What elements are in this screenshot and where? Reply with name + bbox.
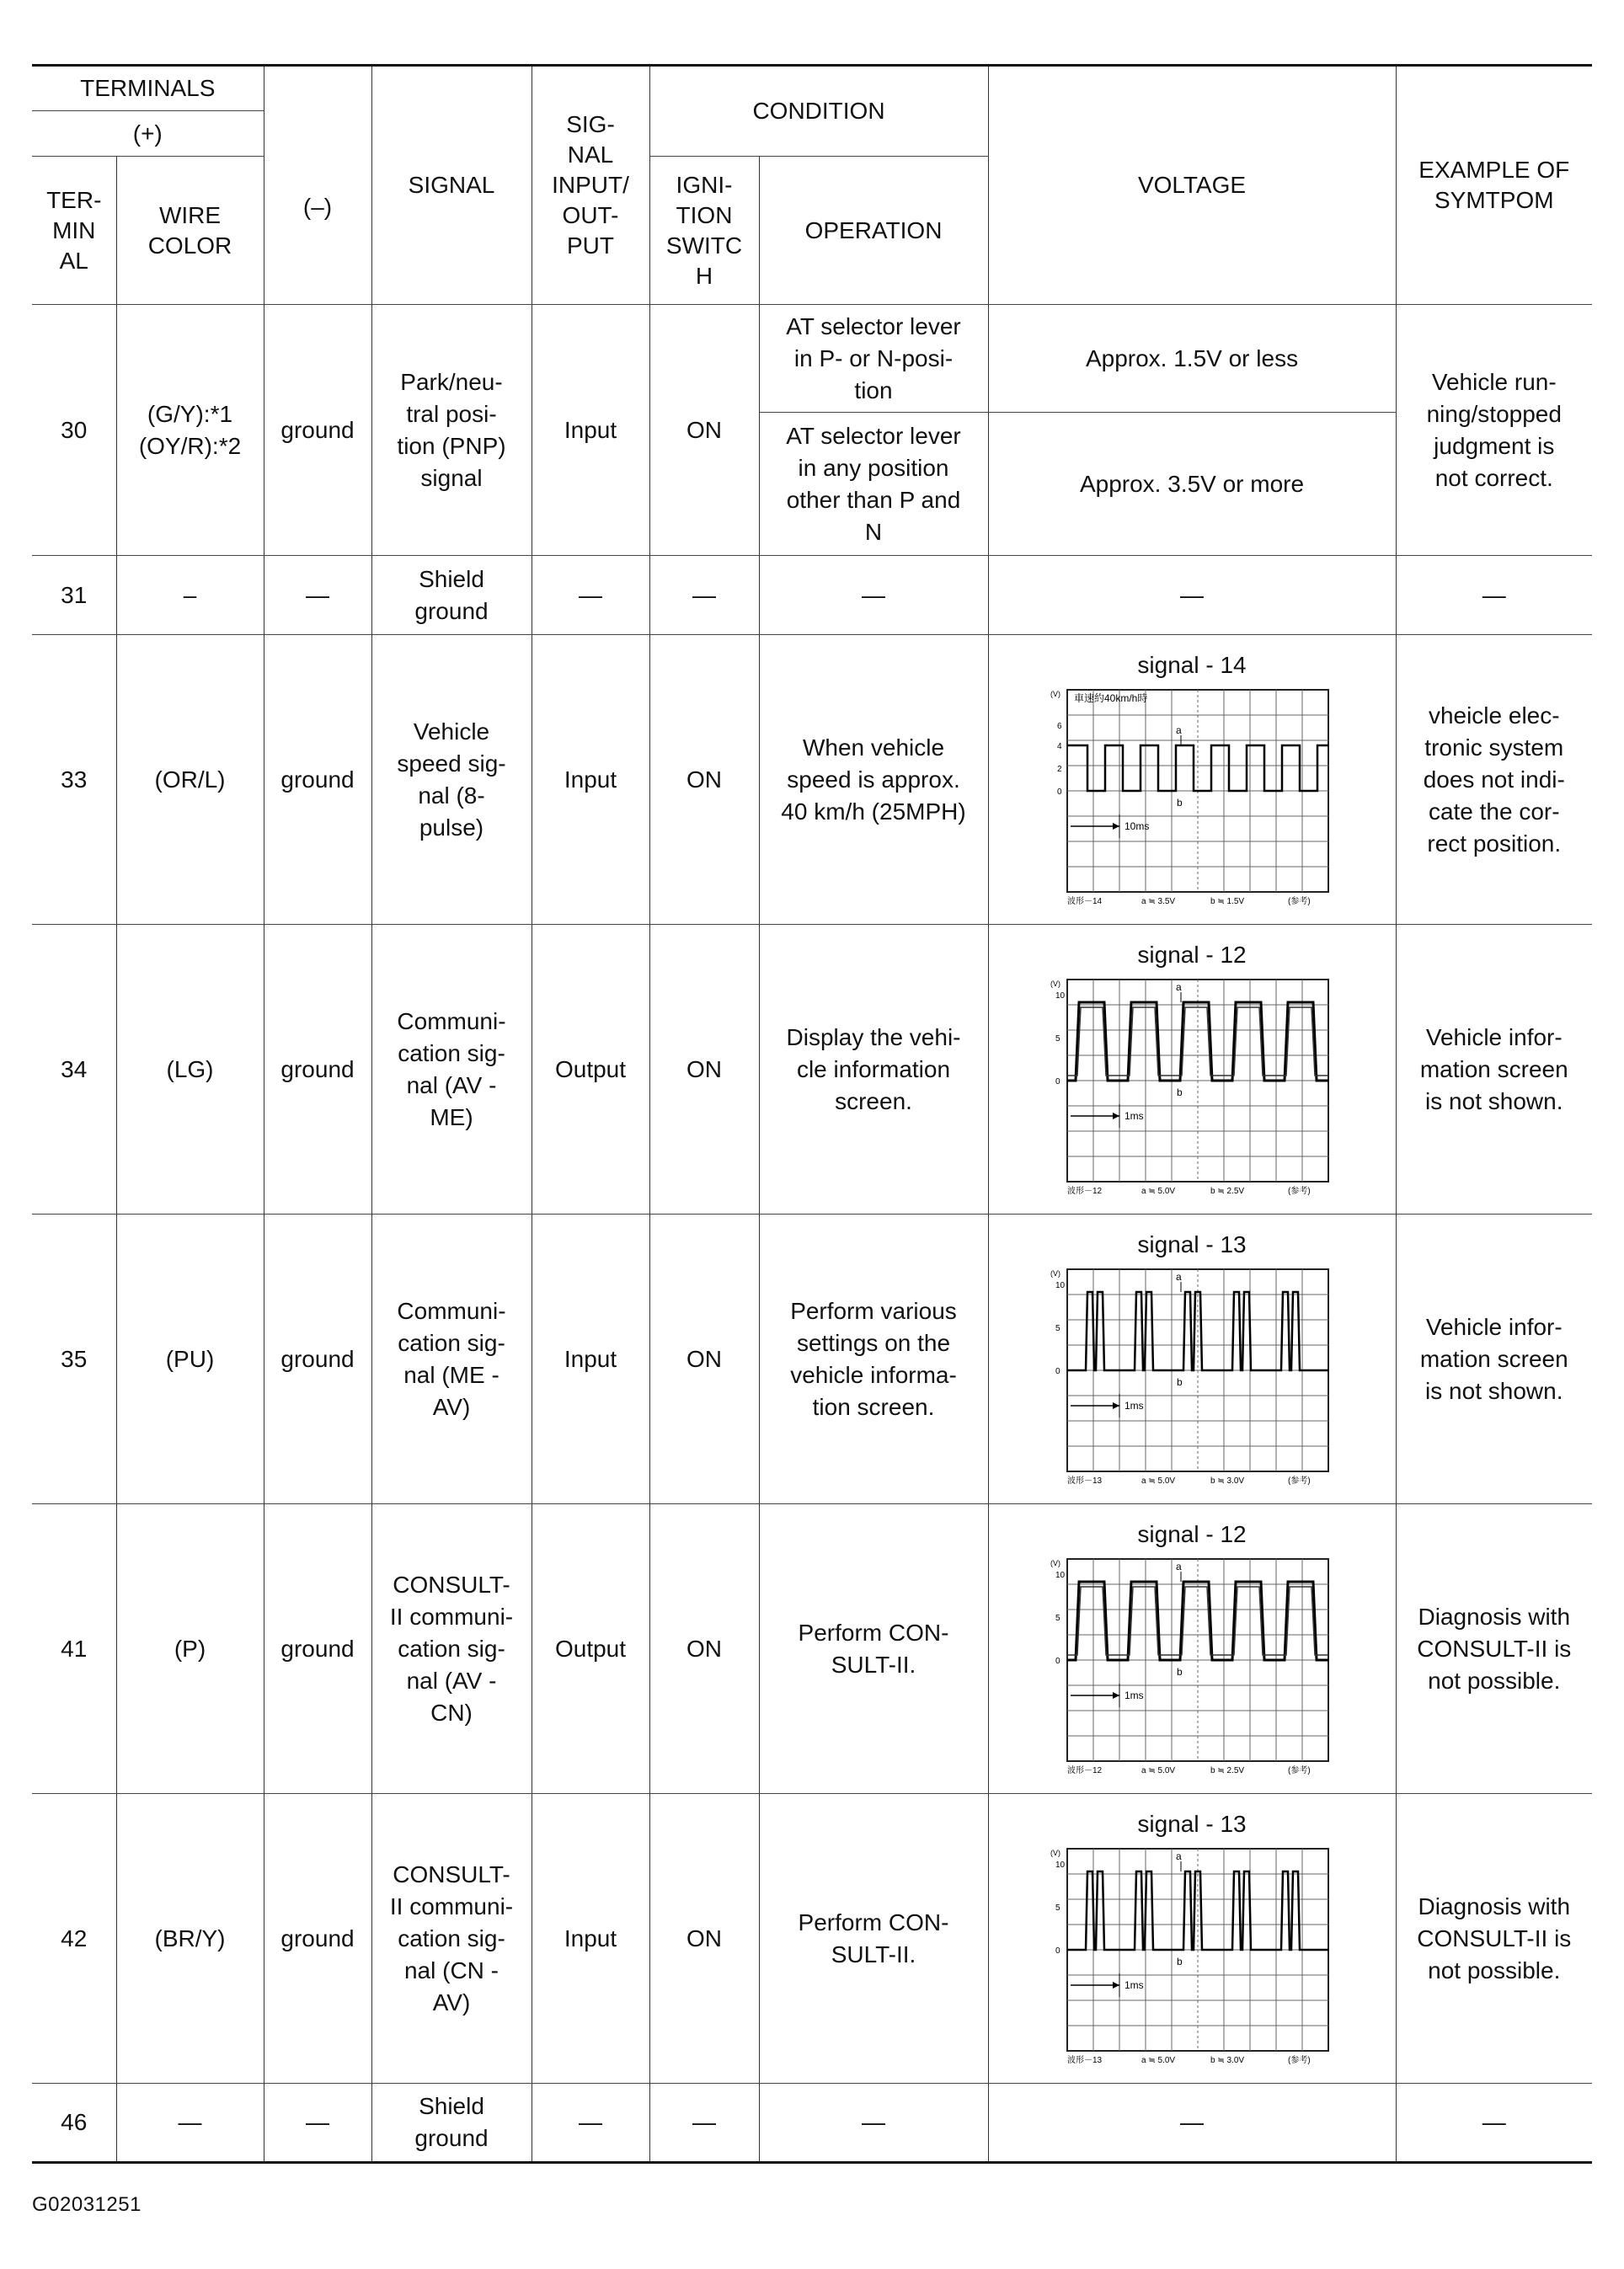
- time-scale-label: 1ms: [1125, 1978, 1144, 1991]
- time-scale-label: 1ms: [1125, 1689, 1144, 1701]
- ignition-switch: —: [649, 556, 759, 635]
- oscilloscope-waveform: [1049, 973, 1335, 1199]
- operation: Display the vehi- cle information screen.: [759, 925, 988, 1215]
- voltage-waveform: [988, 1504, 1396, 1794]
- waveform-level-b: b ≒ 3.0V: [1210, 1476, 1245, 1486]
- level-label: 5: [1055, 1903, 1060, 1913]
- level-label: 0: [1055, 1366, 1060, 1376]
- voltage: —: [988, 2084, 1396, 2163]
- unit-label: (V): [1050, 689, 1061, 698]
- wire-color: (G/Y):*1 (OY/R):*2: [116, 305, 264, 556]
- minus-terminal: ground: [264, 1215, 371, 1504]
- example-symptom: —: [1396, 556, 1592, 635]
- level-label: 0: [1057, 787, 1062, 797]
- table-row: [32, 305, 1592, 413]
- level-label: 2: [1057, 764, 1062, 774]
- oscilloscope-waveform: [1049, 1263, 1335, 1488]
- waveform-id: 波形－12: [1067, 1186, 1103, 1196]
- level-label: 0: [1055, 1946, 1060, 1956]
- marker-a: a: [1176, 1850, 1182, 1862]
- waveform-level-a: a ≒ 5.0V: [1141, 1186, 1176, 1196]
- oscilloscope-waveform: [1049, 683, 1335, 909]
- waveform-reference: (参考): [1288, 1765, 1311, 1775]
- waveform-id: 波形－13: [1067, 1476, 1103, 1486]
- table-row: [32, 1215, 1592, 1504]
- ignition-switch: ON: [649, 925, 759, 1215]
- time-scale-label: 1ms: [1125, 1399, 1144, 1412]
- waveform-id: 波形－14: [1067, 896, 1103, 906]
- signal-name: CONSULT- II communi- cation sig- nal (AV - CN): [371, 1504, 532, 1794]
- voltage-waveform: [988, 1794, 1396, 2084]
- example-symptom: vheicle elec- tronic system does not indi- cate the cor- rect position.: [1396, 635, 1592, 925]
- signal-io: Input: [532, 1794, 649, 2084]
- time-scale-label: 1ms: [1125, 1109, 1144, 1122]
- marker-a: a: [1176, 1270, 1182, 1283]
- wire-color: (LG): [116, 925, 264, 1215]
- example-symptom: Vehicle infor- mation screen is not shown.: [1396, 1215, 1592, 1504]
- level-label: 10: [1055, 1280, 1066, 1290]
- level-label: 0: [1055, 1076, 1060, 1086]
- header-blank: [264, 66, 371, 111]
- waveform-title: signal - 12: [1137, 1520, 1247, 1547]
- level-label: 5: [1055, 1033, 1060, 1044]
- waveform-level-b: b ≒ 3.0V: [1210, 2055, 1245, 2065]
- minus-terminal: —: [264, 2084, 371, 2163]
- waveform-title: signal - 13: [1137, 1810, 1247, 1837]
- operation-header: OPERATION: [759, 157, 988, 305]
- signal-io: Output: [532, 925, 649, 1215]
- minus-terminal: ground: [264, 305, 371, 556]
- voltage-header: VOLTAGE: [988, 66, 1396, 305]
- level-label: 5: [1055, 1613, 1060, 1623]
- level-label: 0: [1055, 1656, 1060, 1666]
- waveform-level-b: b ≒ 1.5V: [1210, 896, 1245, 906]
- waveform-level-a: a ≒ 5.0V: [1141, 1765, 1176, 1775]
- minus-header: (–): [264, 111, 371, 305]
- minus-terminal: ground: [264, 925, 371, 1215]
- wire-color: (OR/L): [116, 635, 264, 925]
- ignition-switch: ON: [649, 1794, 759, 2084]
- voltage-waveform: [988, 925, 1396, 1215]
- wire-color: –: [116, 556, 264, 635]
- terminal-number: 42: [32, 1794, 116, 2084]
- signal-io: Output: [532, 1504, 649, 1794]
- waveform-level-a: a ≒ 5.0V: [1141, 1476, 1176, 1486]
- terminals-header: TERMINALS: [32, 66, 264, 111]
- waveform-title: signal - 13: [1137, 1231, 1247, 1257]
- ignition-switch: ON: [649, 305, 759, 556]
- operation: AT selector lever in P- or N-posi- tion: [759, 305, 988, 413]
- unit-label: (V): [1050, 1268, 1061, 1278]
- signal-name: Park/neu- tral posi- tion (PNP) signal: [371, 305, 532, 556]
- signal-header: SIGNAL: [371, 66, 532, 305]
- ignition-switch: ON: [649, 635, 759, 925]
- waveform-level-b: b ≒ 2.5V: [1210, 1186, 1245, 1196]
- terminal-number: 46: [32, 2084, 116, 2163]
- wire-color: (BR/Y): [116, 1794, 264, 2084]
- signal-io: Input: [532, 635, 649, 925]
- signal-io-header: SIG- NAL INPUT/ OUT- PUT: [532, 66, 649, 305]
- signal-name: CONSULT- II communi- cation sig- nal (CN - AV): [371, 1794, 532, 2084]
- table-row: [32, 1794, 1592, 2084]
- waveform-level-b: b ≒ 2.5V: [1210, 1765, 1245, 1775]
- waveform-level-a: a ≒ 5.0V: [1141, 2055, 1176, 2065]
- marker-b: b: [1177, 1665, 1183, 1678]
- level-label: 6: [1057, 721, 1062, 731]
- operation: Perform CON- SULT-II.: [759, 1504, 988, 1794]
- plus-header: (+): [32, 111, 264, 157]
- minus-terminal: ground: [264, 1794, 371, 2084]
- ignition-switch: ON: [649, 1504, 759, 1794]
- terminal-number: 31: [32, 556, 116, 635]
- terminal-number: 41: [32, 1504, 116, 1794]
- signal-name: Shield ground: [371, 556, 532, 635]
- terminal-number: 33: [32, 635, 116, 925]
- signal-name: Communi- cation sig- nal (ME - AV): [371, 1215, 532, 1504]
- signal-name: Communi- cation sig- nal (AV - ME): [371, 925, 532, 1215]
- voltage-waveform: [988, 1215, 1396, 1504]
- signal-io: —: [532, 556, 649, 635]
- terminal-number: 35: [32, 1215, 116, 1504]
- wire-color: —: [116, 2084, 264, 2163]
- minus-terminal: —: [264, 556, 371, 635]
- voltage: Approx. 3.5V or more: [988, 413, 1396, 556]
- marker-b: b: [1177, 1955, 1183, 1967]
- signal-io: Input: [532, 305, 649, 556]
- time-scale-label: 10ms: [1125, 820, 1150, 832]
- operation: When vehicle speed is approx. 40 km/h (25MPH): [759, 635, 988, 925]
- operation: Perform various settings on the vehicle informa- tion screen.: [759, 1215, 988, 1504]
- operation: —: [759, 2084, 988, 2163]
- table-row: [32, 635, 1592, 925]
- ignition-switch-header: IGNI- TION SWITC H: [649, 157, 759, 305]
- example-symptom: Vehicle run- ning/stopped judgment is not correct.: [1396, 305, 1592, 556]
- waveform-title: signal - 14: [1137, 651, 1247, 678]
- marker-b: b: [1177, 1375, 1183, 1388]
- marker-b: b: [1177, 796, 1183, 809]
- level-label: 4: [1057, 741, 1062, 751]
- level-label: 10: [1055, 1570, 1066, 1580]
- marker-a: a: [1176, 723, 1182, 736]
- signal-io: —: [532, 2084, 649, 2163]
- signal-name: Shield ground: [371, 2084, 532, 2163]
- oscilloscope-waveform: [1049, 1552, 1335, 1778]
- level-label: 10: [1055, 1860, 1066, 1870]
- unit-label: (V): [1050, 1558, 1061, 1567]
- terminal-header: TER- MIN AL: [32, 157, 116, 305]
- terminal-number: 34: [32, 925, 116, 1215]
- waveform-title: signal - 12: [1137, 941, 1247, 968]
- waveform-id: 波形－12: [1067, 1765, 1103, 1775]
- table-row: [32, 925, 1592, 1215]
- waveform-level-a: a ≒ 3.5V: [1141, 896, 1176, 906]
- table-row: [32, 1504, 1592, 1794]
- terminal-spec-table: [32, 64, 1592, 2164]
- waveform-reference: (参考): [1288, 2055, 1311, 2065]
- waveform-id: 波形－13: [1067, 2055, 1103, 2065]
- voltage-waveform: [988, 635, 1396, 925]
- marker-a: a: [1176, 1560, 1182, 1572]
- terminal-number: 30: [32, 305, 116, 556]
- minus-terminal: ground: [264, 1504, 371, 1794]
- signal-io: Input: [532, 1215, 649, 1504]
- oscilloscope-waveform: [1049, 1842, 1335, 2068]
- marker-a: a: [1176, 980, 1182, 993]
- operation: AT selector lever in any position other than P and N: [759, 413, 988, 556]
- unit-label: (V): [1050, 979, 1061, 988]
- unit-label: (V): [1050, 1848, 1061, 1857]
- voltage: Approx. 1.5V or less: [988, 305, 1396, 413]
- ignition-switch: —: [649, 2084, 759, 2163]
- level-label: 10: [1055, 990, 1066, 1001]
- ignition-switch: ON: [649, 1215, 759, 1504]
- operation: —: [759, 556, 988, 635]
- example-symptom: Diagnosis with CONSULT-II is not possible.: [1396, 1794, 1592, 2084]
- level-label: 5: [1055, 1323, 1060, 1333]
- voltage: —: [988, 556, 1396, 635]
- wire-color-header: WIRE COLOR: [116, 157, 264, 305]
- condition-header: CONDITION: [649, 66, 988, 157]
- example-header: EXAMPLE OF SYMTPOM: [1396, 66, 1592, 305]
- header-row: [32, 66, 1592, 111]
- waveform-reference: (参考): [1288, 1186, 1311, 1196]
- table-row: [32, 2084, 1592, 2163]
- example-symptom: Vehicle infor- mation screen is not shown.: [1396, 925, 1592, 1215]
- waveform-reference: (参考): [1288, 896, 1311, 906]
- marker-b: b: [1177, 1086, 1183, 1098]
- signal-name: Vehicle speed sig- nal (8- pulse): [371, 635, 532, 925]
- table-row: [32, 556, 1592, 635]
- waveform-reference: (参考): [1288, 1476, 1311, 1486]
- operation: Perform CON- SULT-II.: [759, 1794, 988, 2084]
- wire-color: (P): [116, 1504, 264, 1794]
- scope-note: 車速約40km/h時: [1074, 691, 1148, 704]
- wire-color: (PU): [116, 1215, 264, 1504]
- minus-terminal: ground: [264, 635, 371, 925]
- figure-id: G02031251: [32, 2193, 142, 2216]
- example-symptom: Diagnosis with CONSULT-II is not possible.: [1396, 1504, 1592, 1794]
- example-symptom: —: [1396, 2084, 1592, 2163]
